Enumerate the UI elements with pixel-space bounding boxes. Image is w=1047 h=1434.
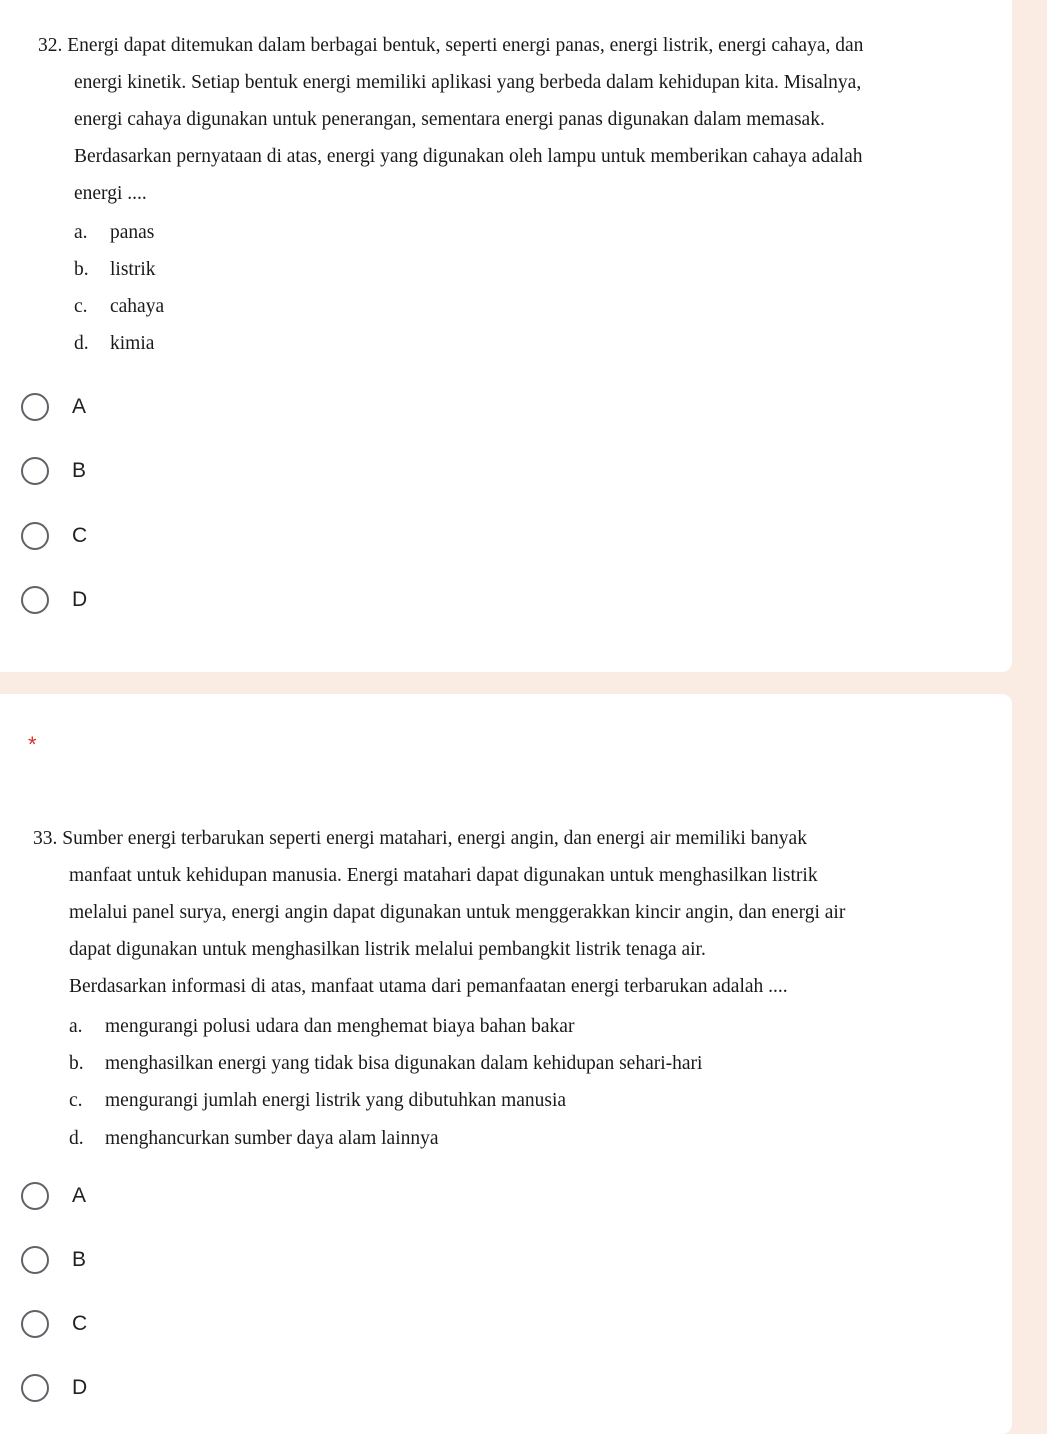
- radio-button-icon[interactable]: [21, 1374, 49, 1402]
- radio-button-icon[interactable]: [21, 522, 49, 550]
- question-33-number: 33.: [33, 828, 58, 849]
- radio-button-icon[interactable]: [21, 393, 49, 421]
- question-32-line-4: Berdasarkan pernyataan di atas, energi yang digunakan oleh lampu untuk memberikan cahaya adalah: [74, 146, 863, 167]
- question-32-text: [38, 27, 958, 64]
- question-33-line-2: manfaat untuk kehidupan manusia. Energi matahari dapat digunakan untuk menghasilkan listrik: [69, 865, 818, 886]
- page-background-strip: [1012, 0, 1047, 1421]
- question-32-choice-b[interactable]: B: [21, 454, 86, 488]
- question-32-line-5: energi ....: [74, 183, 147, 204]
- radio-button-icon[interactable]: [21, 1246, 49, 1274]
- question-33-choice-b[interactable]: B: [21, 1243, 86, 1277]
- question-33-option-b: b. menghasilkan energi yang tidak bisa digunakan dalam kehidupan sehari-hari: [69, 1053, 703, 1074]
- question-33-line-1: 33. Sumber energi terbarukan seperti energi matahari, energi angin, dan energi air memiliki banyak: [33, 828, 807, 849]
- question-32-choice-d[interactable]: D: [21, 583, 87, 617]
- question-card-33: [0, 694, 1012, 1434]
- question-33-line-3: melalui panel surya, energi angin dapat digunakan untuk menggerakkan kincir angin, dan energi air: [69, 902, 846, 923]
- question-33-option-d: d. menghancurkan sumber daya alam lainnya: [69, 1128, 439, 1149]
- question-32-number: 32.: [38, 35, 63, 56]
- question-32-option-b: b. listrik: [74, 259, 156, 280]
- question-33-option-c: c. mengurangi jumlah energi listrik yang dibutuhkan manusia: [69, 1090, 567, 1111]
- question-33-choice-c[interactable]: C: [21, 1307, 87, 1341]
- question-32-option-a: a. panas: [74, 222, 155, 243]
- question-32-choice-a[interactable]: A: [21, 390, 86, 424]
- question-32-option-c: c. cahaya: [74, 296, 165, 317]
- question-33-choice-d[interactable]: D: [21, 1371, 87, 1405]
- question-32-line-1: 32. Energi dapat ditemukan dalam berbagai bentuk, seperti energi panas, energi listrik, energi cahaya, dan: [38, 35, 864, 56]
- radio-button-icon[interactable]: [21, 1182, 49, 1210]
- question-33-line-4: dapat digunakan untuk menghasilkan listrik melalui pembangkit listrik tenaga air.: [69, 939, 706, 960]
- required-asterisk: *: [28, 732, 37, 757]
- question-32-choice-c[interactable]: C: [21, 519, 87, 553]
- question-32-line-2: energi kinetik. Setiap bentuk energi memiliki aplikasi yang berbeda dalam kehidupan kita. Misalnya,: [74, 72, 862, 93]
- question-33-choice-a[interactable]: A: [21, 1179, 86, 1213]
- question-32-line-3: energi cahaya digunakan untuk penerangan, sementara energi panas digunakan dalam memasak.: [74, 109, 825, 130]
- question-card-32: [0, 0, 1012, 672]
- question-33-option-a: a. mengurangi polusi udara dan menghemat biaya bahan bakar: [69, 1016, 575, 1037]
- radio-button-icon[interactable]: [21, 586, 49, 614]
- question-33-line-5: Berdasarkan informasi di atas, manfaat utama dari pemanfaatan energi terbarukan adalah ....: [69, 976, 788, 997]
- question-32-option-d: d. kimia: [74, 333, 155, 354]
- radio-button-icon[interactable]: [21, 457, 49, 485]
- radio-button-icon[interactable]: [21, 1310, 49, 1338]
